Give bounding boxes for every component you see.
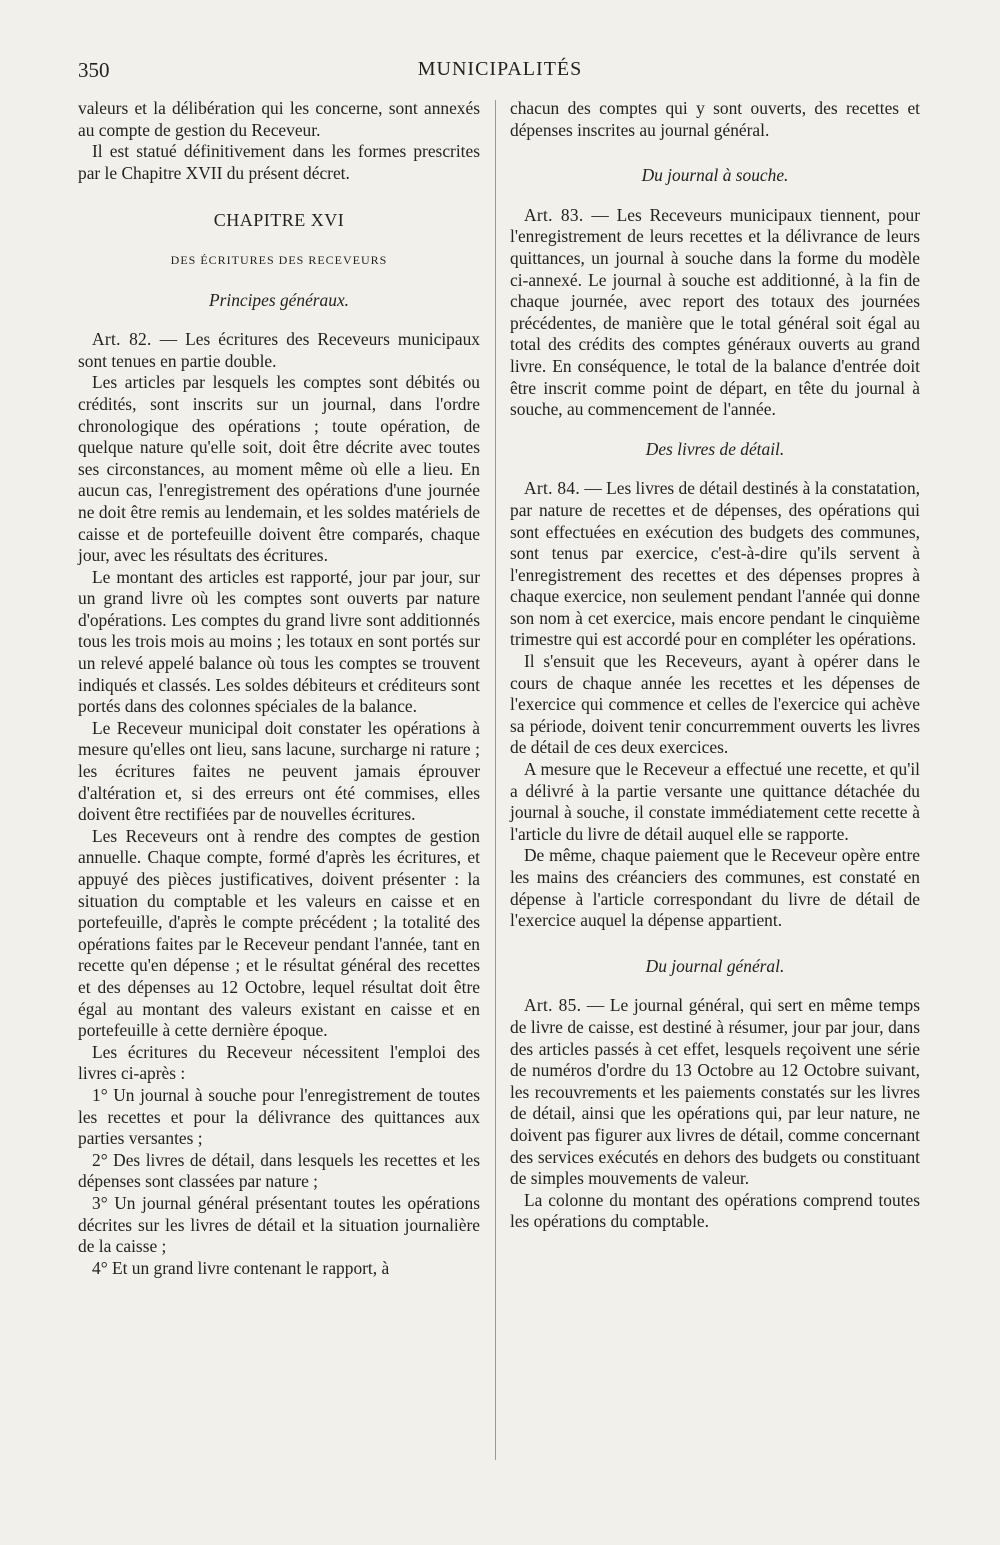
running-title: MUNICIPALITÉS	[417, 58, 583, 80]
article-label: Art. 82.	[92, 329, 152, 350]
list-item: 2° Des livres de détail, dans lesquels les recettes et les dépenses sont classées par nature ;	[78, 1149, 480, 1192]
article-83	[510, 205, 920, 421]
paragraph: La colonne du montant des opérations comprend toutes les opérations du comptable.	[510, 1189, 920, 1232]
paragraph: De même, chaque paiement que le Receveur opère entre les mains des créanciers des communes, est constaté en dépense à l'article correspondant du livre de détail de l'exercice auquel la dépense appartient.	[510, 845, 920, 931]
page-header	[0, 58, 1000, 90]
right-column	[510, 98, 920, 1233]
page-number: 350	[78, 58, 110, 82]
paragraph-continuation: valeurs et la délibération qui les concerne, sont annexés au compte de gestion du Receveur.	[78, 98, 480, 140]
article-label: Art. 84.	[524, 478, 581, 499]
paragraph: Les Receveurs ont à rendre des comptes de gestion annuelle. Chaque compte, formé d'après les écritures, et appuyé des pièces justificatives, doivent présenter : la situation du comptable et les valeurs en caisse et en portefeuille, d'après le compte précédent ; la totalité des opérations faites par le Receveur pendant l'année, tant en recette qu'en dépense ; et le résultat général des recettes et des dépenses au 12 Octobre, lequel résultat doit être égal au montant des valeurs existant en caisse et en portefeuille à cette dernière époque.	[78, 825, 480, 1041]
paragraph: A mesure que le Receveur a effectué une recette, et qu'il a délivré à la partie versante une quittance détachée du journal à souche, il constate immédiatement cette recette à l'article du livre de détail auquel elle se rapporte.	[510, 759, 920, 844]
paragraph-continuation: chacun des comptes qui y sont ouverts, des recettes et dépenses inscrites au journal général.	[510, 98, 920, 140]
paragraph: Les articles par lesquels les comptes sont débités ou crédités, sont inscrits sur un journal, dans l'ordre chronologique des opérations ; toute opération, de quelque nature qu'elle soit, doit être décrite avec toutes ses circonstances, au moment même où elle a lieu. En aucun cas, l'enregistrement des opérations d'une journée ne doit être remis au lendemain, et les soldes matériels de caisse et de portefeuille doivent être comparés, chaque jour, avec les résultats des écritures.	[78, 372, 480, 566]
article-text: — Le journal général, qui sert en même temps de livre de caisse, est destiné à résumer, jour par jour, dans des articles passés à cet effet, lesquels reçoivent une série de numéros d'ordre du 13 Octobre au 12 Octobre suivant, les recouvrements et les paiements constatés sur les livres de détail, ainsi que les opérations qui, par leur nature, ne doivent pas figurer aux livres de détail, comme concernant des services exécutés en dehors des budgets ou constituant de simples mouvements de valeur.	[510, 995, 921, 1189]
chapter-subtitle: DES ÉCRITURES DES RECEVEURS	[170, 252, 388, 267]
column-divider	[495, 100, 496, 1460]
article-85	[510, 995, 920, 1189]
section-heading-general: Du journal général.	[645, 955, 785, 976]
section-heading-detail: Des livres de détail.	[645, 438, 785, 459]
paragraph: Il est statué définitivement dans les formes prescrites par le Chapitre XVII du présent décret.	[78, 141, 480, 183]
article-text: — Les Receveurs municipaux tiennent, pour l'enregistrement de leurs recettes et la délivrance de leurs quittances, un journal à souche dans la forme du modèle ci-annexé. Le journal à souche est additionné, à la fin de chaque journée, avec report des totaux des journées précédentes, de manière que le total général soit égal au total des crédits des comptes généraux ouverts au grand livre. En conséquence, le total de la balance d'entrée doit être inscrit comme point de départ, en tête du journal à souche, au commencement de l'année.	[510, 204, 921, 420]
paragraph: Les écritures du Receveur nécessitent l'emploi des livres ci-après :	[78, 1041, 480, 1084]
list-item: 1° Un journal à souche pour l'enregistrement de toutes les recettes et pour la délivrance des quittances aux parties versantes ;	[78, 1084, 480, 1149]
chapter-title: CHAPITRE XVI	[213, 210, 345, 231]
section-heading-principes: Principes généraux.	[208, 289, 350, 310]
section-heading-souche: Du journal à souche.	[641, 165, 789, 186]
article-text: — Les livres de détail destinés à la constatation, par nature de recettes et de dépenses, des opérations qui sont effectuées en exécution des budgets des communes, sont tenus par exercice, c'est-à-dire qu'ils servent à l'enregistrement des recettes et des dépenses propres à chaque exercice, non seulement pendant l'année qui donne son nom à cet exercice, mais encore pendant le cinquième trimestre qui est accordé pour en compléter les opérations.	[510, 478, 920, 650]
paragraph: Le montant des articles est rapporté, jour par jour, sur un grand livre où les comptes sont ouverts par nature d'opérations. Les comptes du grand livre sont additionnés tous les trois mois au moins ; les totaux en sont portés sur un relevé appelé balance où tous les comptes se trouvent indiqués et classés. Les soldes débiteurs et créditeurs sont portés dans des colonnes spéciales de la balance.	[78, 566, 480, 717]
paragraph: Il s'ensuit que les Receveurs, ayant à opérer dans le cours de chaque année les recettes et les dépenses de l'exercice qui commence et celles de l'exercice qui achève sa période, doivent tenir concurremment ouverts les livres de détail de ces deux exercices.	[510, 651, 920, 758]
article-84	[510, 478, 920, 651]
left-column	[78, 98, 480, 1279]
list-item: 3° Un journal général présentant toutes les opérations décrites sur les livres de détail et la situation journalière de la caisse ;	[78, 1192, 480, 1257]
paragraph: Le Receveur municipal doit constater les opérations à mesure qu'elles ont lieu, sans lacune, surcharge ni rature ; les écritures faites ne peuvent jamais éprouver d'altération et, si des erreurs ont été commises, elles doivent être rectifiées par de nouvelles écritures.	[78, 717, 480, 825]
list-item: 4° Et un grand livre contenant le rapport, à	[92, 1257, 390, 1278]
article-82	[78, 329, 480, 372]
article-label: Art. 83.	[524, 204, 584, 225]
article-text: — Les écritures des Receveurs municipaux sont tenues en partie double.	[78, 329, 480, 371]
article-label: Art. 85.	[524, 995, 582, 1016]
